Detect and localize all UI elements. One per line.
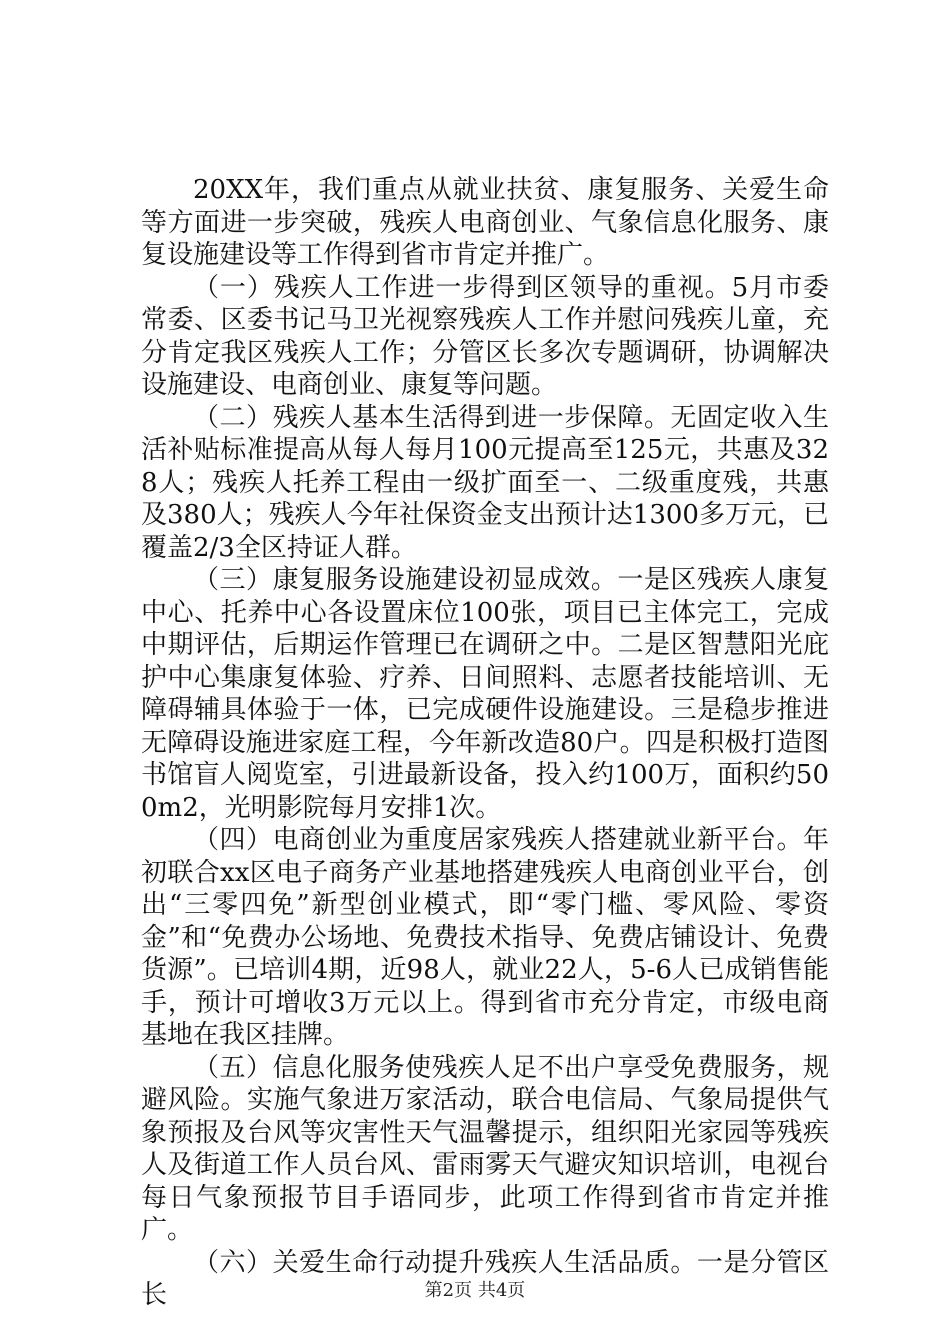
paragraph-section-2: （二）残疾人基本生活得到进一步保障。无固定收入生活补贴标准提高从每人每月100元提高至125元，共惠及328人；残疾人托养工程由一级扩面至一、二级重度残，共惠及380人；残疾人今年社保资金支出预计达1300多万元，已覆盖2/3全区持证人群。 (141, 402, 829, 563)
paragraph-section-5: （五）信息化服务使残疾人足不出户享受免费服务，规避风险。实施气象进万家活动，联合电信局、气象局提供气象预报及台风等灾害性天气温馨提示，组织阳光家园等残疾人及街道工作人员台风、雷雨雾天气避灾知识培训，电视台每日气象预报节目手语同步，此项工作得到省市肯定并推广。 (141, 1052, 829, 1245)
page-footer: 第2页 共4页 (424, 1280, 526, 1301)
paragraph-intro: 20XX年，我们重点从就业扶贫、康复服务、关爱生命等方面进一步突破，残疾人电商创业、气象信息化服务、康复设施建设等工作得到省市肯定并推广。 (141, 175, 829, 270)
paragraph-section-6: （六）关爱生命行动提升残疾人生活品质。一是分管区长 (141, 1247, 829, 1310)
paragraph-section-1: （一）残疾人工作进一步得到区领导的重视。5月市委常委、区委书记马卫光视察残疾人工作并慰问残疾儿童，充分肯定我区残疾人工作；分管区长多次专题调研，协调解决设施建设、电商创业、康复等问题。 (141, 272, 829, 400)
paragraph-section-3: （三）康复服务设施建设初显成效。一是区残疾人康复中心、托养中心各设置床位100张，项目已主体完工，完成中期评估，后期运作管理已在调研之中。二是区智慧阳光庇护中心集康复体验、疗养、日间照料、志愿者技能培训、无障碍辅具体验于一体，已完成硬件设施建设。三是稳步推进无障碍设施进家庭工程，今年新改造80户。四是积极打造图书馆盲人阅览室，引进最新设备，投入约100万，面积约500m2，光明影院每月安排1次。 (141, 565, 829, 823)
body-text (141, 174, 829, 1312)
paragraph-section-4: （四）电商创业为重度居家残疾人搭建就业新平台。年初联合xx区电子商务产业基地搭建残疾人电商创业平台，创出“三零四免”新型创业模式，即“零门槛、零风险、零资金”和“免费办公场地、免费技术指导、免费店铺设计、免费货源”。已培训4期，近98人，就业22人，5-6人已成销售能手，预计可增收3万元以上。得到省市充分肯定，市级电商基地在我区挂牌。 (141, 825, 829, 1050)
